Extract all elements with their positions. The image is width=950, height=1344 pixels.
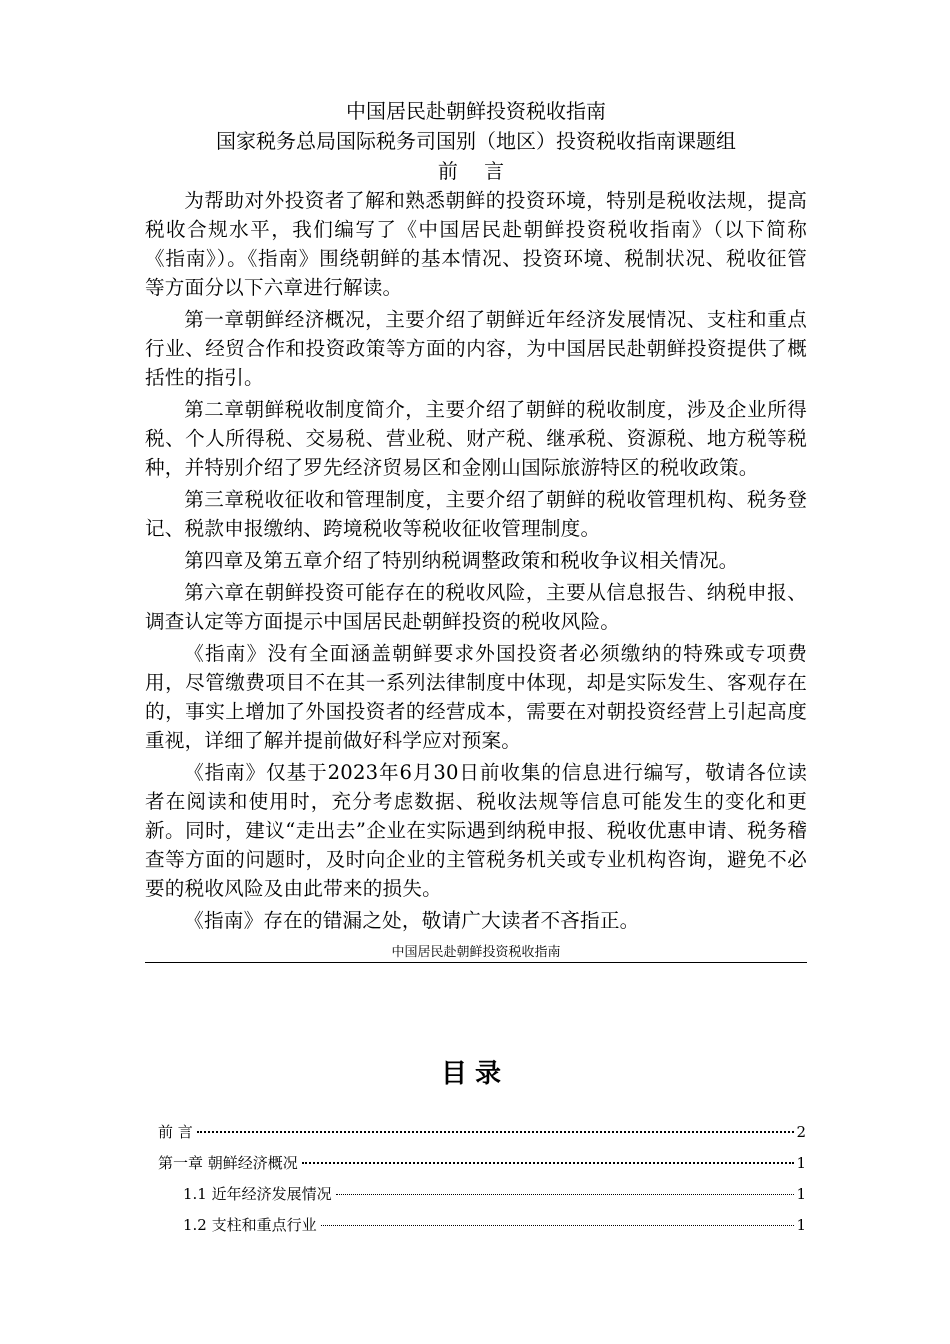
toc-entry-page: 2: [796, 1123, 806, 1141]
preface-paragraph: 第六章在朝鲜投资可能存在的税收风险，主要从信息报告、纳税申报、调查认定等方面提示中国居民赴朝鲜投资的税收风险。: [145, 581, 807, 633]
toc-entry-page: 1: [796, 1154, 806, 1172]
toc-entry[interactable]: [158, 1153, 806, 1184]
running-footer: 中国居民赴朝鲜投资税收指南: [391, 945, 561, 960]
toc-entry-page: 1: [796, 1216, 806, 1234]
toc-title: 目录: [440, 1059, 509, 1089]
preface-paragraph: 第三章税收征收和管理制度，主要介绍了朝鲜的税收管理机构、税务登记、税款申报缴纳、跨境税收等税收征收管理制度。: [145, 488, 807, 540]
toc-entry[interactable]: [158, 1122, 806, 1153]
toc-entry-label: 第一章 朝鲜经济概况: [158, 1154, 298, 1172]
toc-entry-label: 1.1 近年经济发展情况: [183, 1185, 332, 1203]
table-of-contents: [158, 1122, 806, 1246]
document-title: 中国居民赴朝鲜投资税收指南: [346, 99, 606, 123]
preface-page: [145, 96, 807, 938]
preface-heading: 前 言: [437, 159, 515, 183]
toc-leader-dots: [302, 1162, 795, 1164]
preface-paragraph: 第四章及第五章介绍了特别纳税调整政策和税收争议相关情况。: [184, 549, 739, 572]
toc-entry[interactable]: [158, 1215, 806, 1246]
preface-paragraph: 《指南》仅基于2023年6月30日前收集的信息进行编写，敬请各位读者在阅读和使用时，充分考虑数据、税收法规等信息可能发生的变化和更新。同时，建议“走出去”企业在实际遇到纳税申报、税收优惠申请、税务稽查等方面的问题时，及时向企业的主管税务机关或专业机构咨询，避免不必要的税收风险及由此带来的损失。: [145, 761, 807, 900]
preface-paragraph: 第一章朝鲜经济概况，主要介绍了朝鲜近年经济发展情况、支柱和重点行业、经贸合作和投资政策等方面的内容，为中国居民赴朝鲜投资提供了概括性的指引。: [145, 308, 807, 389]
toc-entry[interactable]: [158, 1184, 806, 1215]
preface-paragraph: 《指南》没有全面涵盖朝鲜要求外国投资者必须缴纳的特殊或专项费用，尽管缴费项目不在其一系列法律制度中体现，却是实际发生、客观存在的，事实上增加了外国投资者的经营成本，需要在对朝投资经营上引起高度重视，详细了解并提前做好科学应对预案。: [145, 642, 807, 752]
toc-leader-dots: [336, 1194, 795, 1195]
toc-entry-label: 前 言: [158, 1123, 193, 1141]
page-footer: [145, 944, 807, 963]
preface-paragraph: 第二章朝鲜税收制度简介，主要介绍了朝鲜的税收制度，涉及企业所得税、个人所得税、交易税、营业税、财产税、继承税、资源税、地方税等税种，并特别介绍了罗先经济贸易区和金刚山国际旅游特区的税收政策。: [145, 398, 807, 479]
preface-paragraph: 《指南》存在的错漏之处，敬请广大读者不吝指正。: [184, 909, 640, 932]
toc-leader-dots: [197, 1131, 795, 1133]
toc-leader-dots: [321, 1225, 795, 1226]
footer-divider: [145, 962, 807, 963]
document-subtitle: 国家税务总局国际税务司国别（地区）投资税收指南课题组: [216, 129, 736, 153]
preface-paragraph: 为帮助对外投资者了解和熟悉朝鲜的投资环境，特别是税收法规，提高税收合规水平，我们编写了《中国居民赴朝鲜投资税收指南》（以下简称《指南》）。《指南》围绕朝鲜的基本情况、投资环境、税制状况、税收征管等方面分以下六章进行解读。: [145, 189, 807, 299]
toc-entry-label: 1.2 支柱和重点行业: [183, 1216, 317, 1234]
toc-entry-page: 1: [796, 1185, 806, 1203]
